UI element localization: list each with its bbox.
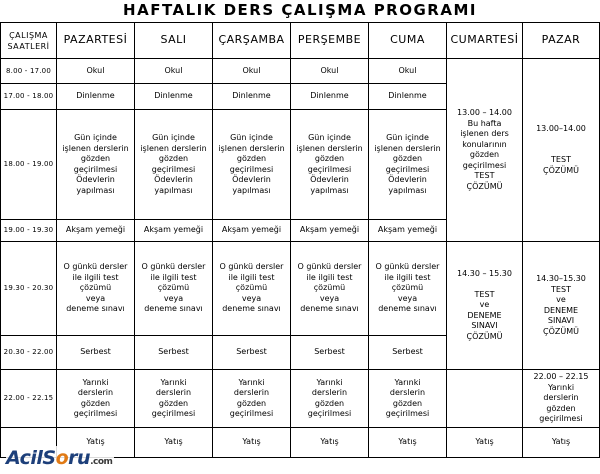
schedule-cell: O günkü dersler ile ilgili test çözümü veya deneme sınavı: [213, 242, 291, 336]
schedule-cell: Dinlenme: [57, 84, 135, 110]
saturday-cell-bedtime: Yatış: [447, 428, 523, 458]
schedule-cell: Gün içinde işlenen derslerin gözden geçirilmesi Ödevlerin yapılması: [369, 110, 447, 220]
schedule-cell: Gün içinde işlenen derslerin gözden geçirilmesi Ödevlerin yapılması: [213, 110, 291, 220]
schedule-cell: Gün içinde işlenen derslerin gözden geçirilmesi Ödevlerin yapılması: [135, 110, 213, 220]
table-row: [1, 242, 600, 336]
schedule-cell: Dinlenme: [291, 84, 369, 110]
sunday-block-evening: 22.00 – 22.15 Yarınki derslerin gözden geçirilmesi: [523, 370, 600, 428]
sunday-block-afternoon: 14.30–15.30 TEST ve DENEME SINAVI ÇÖZÜMÜ: [523, 242, 600, 370]
day-header-saturday: CUMARTESİ: [447, 23, 523, 59]
schedule-cell: Akşam yemeği: [135, 220, 213, 242]
schedule-cell: O günkü dersler ile ilgili test çözümü veya deneme sınavı: [57, 242, 135, 336]
time-slot: 19.00 - 19.30: [1, 220, 57, 242]
schedule-cell: Serbest: [213, 336, 291, 370]
schedule-cell: Okul: [369, 59, 447, 84]
table-row: [1, 59, 600, 84]
saturday-block-afternoon: 14.30 – 15.30 TEST ve DENEME SINAVI ÇÖZÜMÜ: [447, 242, 523, 370]
schedule-cell: Akşam yemeği: [369, 220, 447, 242]
schedule-cell: Dinlenme: [213, 84, 291, 110]
page-title: HAFTALIK DERS ÇALIŞMA PROGRAMI: [123, 1, 477, 19]
schedule-cell: Okul: [57, 59, 135, 84]
time-slot: 19.30 - 20.30: [1, 242, 57, 336]
schedule-cell: Yatış: [57, 428, 135, 458]
schedule-cell: Serbest: [57, 336, 135, 370]
schedule-cell: Okul: [291, 59, 369, 84]
day-header-wednesday: ÇARŞAMBA: [213, 23, 291, 59]
day-header-thursday: PERŞEMBE: [291, 23, 369, 59]
schedule-cell: Gün içinde işlenen derslerin gözden geçirilmesi Ödevlerin yapılması: [291, 110, 369, 220]
sunday-cell-bedtime: Yatış: [523, 428, 600, 458]
schedule-cell: Gün içinde işlenen derslerin gözden geçirilmesi Ödevlerin yapılması: [57, 110, 135, 220]
watermark-part: S: [42, 447, 56, 469]
schedule-cell: Dinlenme: [369, 84, 447, 110]
schedule-cell: Yatış: [291, 428, 369, 458]
site-watermark: [6, 446, 114, 470]
schedule-cell: O günkü dersler ile ilgili test çözümü veya deneme sınavı: [291, 242, 369, 336]
sunday-block-morning: 13.00–14.00 TEST ÇÖZÜMÜ: [523, 59, 600, 242]
schedule-cell: Okul: [213, 59, 291, 84]
schedule-cell: Akşam yemeği: [291, 220, 369, 242]
schedule-cell: Okul: [135, 59, 213, 84]
day-header-monday: PAZARTESİ: [57, 23, 135, 59]
time-slot: 8.00 - 17.00: [1, 59, 57, 84]
day-header-friday: CUMA: [369, 23, 447, 59]
schedule-cell: Dinlenme: [135, 84, 213, 110]
watermark-suffix: .com: [90, 457, 113, 467]
day-header-sunday: PAZAR: [523, 23, 600, 59]
schedule-cell: Yarınki derslerin gözden geçirilmesi: [57, 370, 135, 428]
table-row: [1, 370, 600, 428]
schedule-cell: Yatış: [135, 428, 213, 458]
saturday-block-morning: 13.00 – 14.00 Bu hafta işlenen ders konularının gözden geçirilmesi TEST ÇÖZÜMÜ: [447, 59, 523, 242]
schedule-cell: Serbest: [291, 336, 369, 370]
schedule-cell: O günkü dersler ile ilgili test çözümü veya deneme sınavı: [369, 242, 447, 336]
schedule-cell: Yarınki derslerin gözden geçirilmesi: [369, 370, 447, 428]
watermark-part: o: [55, 447, 69, 469]
schedule-cell: Serbest: [369, 336, 447, 370]
schedule-cell: Yarınki derslerin gözden geçirilmesi: [135, 370, 213, 428]
saturday-block-evening: [447, 370, 523, 428]
schedule-cell: Akşam yemeği: [57, 220, 135, 242]
schedule-cell: Serbest: [135, 336, 213, 370]
time-slot: 18.00 - 19.00: [1, 110, 57, 220]
schedule-cell: Akşam yemeği: [213, 220, 291, 242]
time-slot: 20.30 - 22.00: [1, 336, 57, 370]
schedule-cell: Yarınki derslerin gözden geçirilmesi: [213, 370, 291, 428]
watermark-part: ru: [68, 447, 91, 469]
day-header-tuesday: SALI: [135, 23, 213, 59]
schedule-cell: Yarınki derslerin gözden geçirilmesi: [291, 370, 369, 428]
time-slot: 22.00 - 22.15: [1, 370, 57, 428]
schedule-table: [0, 22, 600, 458]
time-slot: 17.00 - 18.00: [1, 84, 57, 110]
watermark-part: Acil: [6, 447, 43, 469]
schedule-cell: Yatış: [213, 428, 291, 458]
schedule-cell: O günkü dersler ile ilgili test çözümü veya deneme sınavı: [135, 242, 213, 336]
time-column-header: ÇALIŞMA SAATLERİ: [1, 23, 57, 59]
schedule-cell: Yatış: [369, 428, 447, 458]
